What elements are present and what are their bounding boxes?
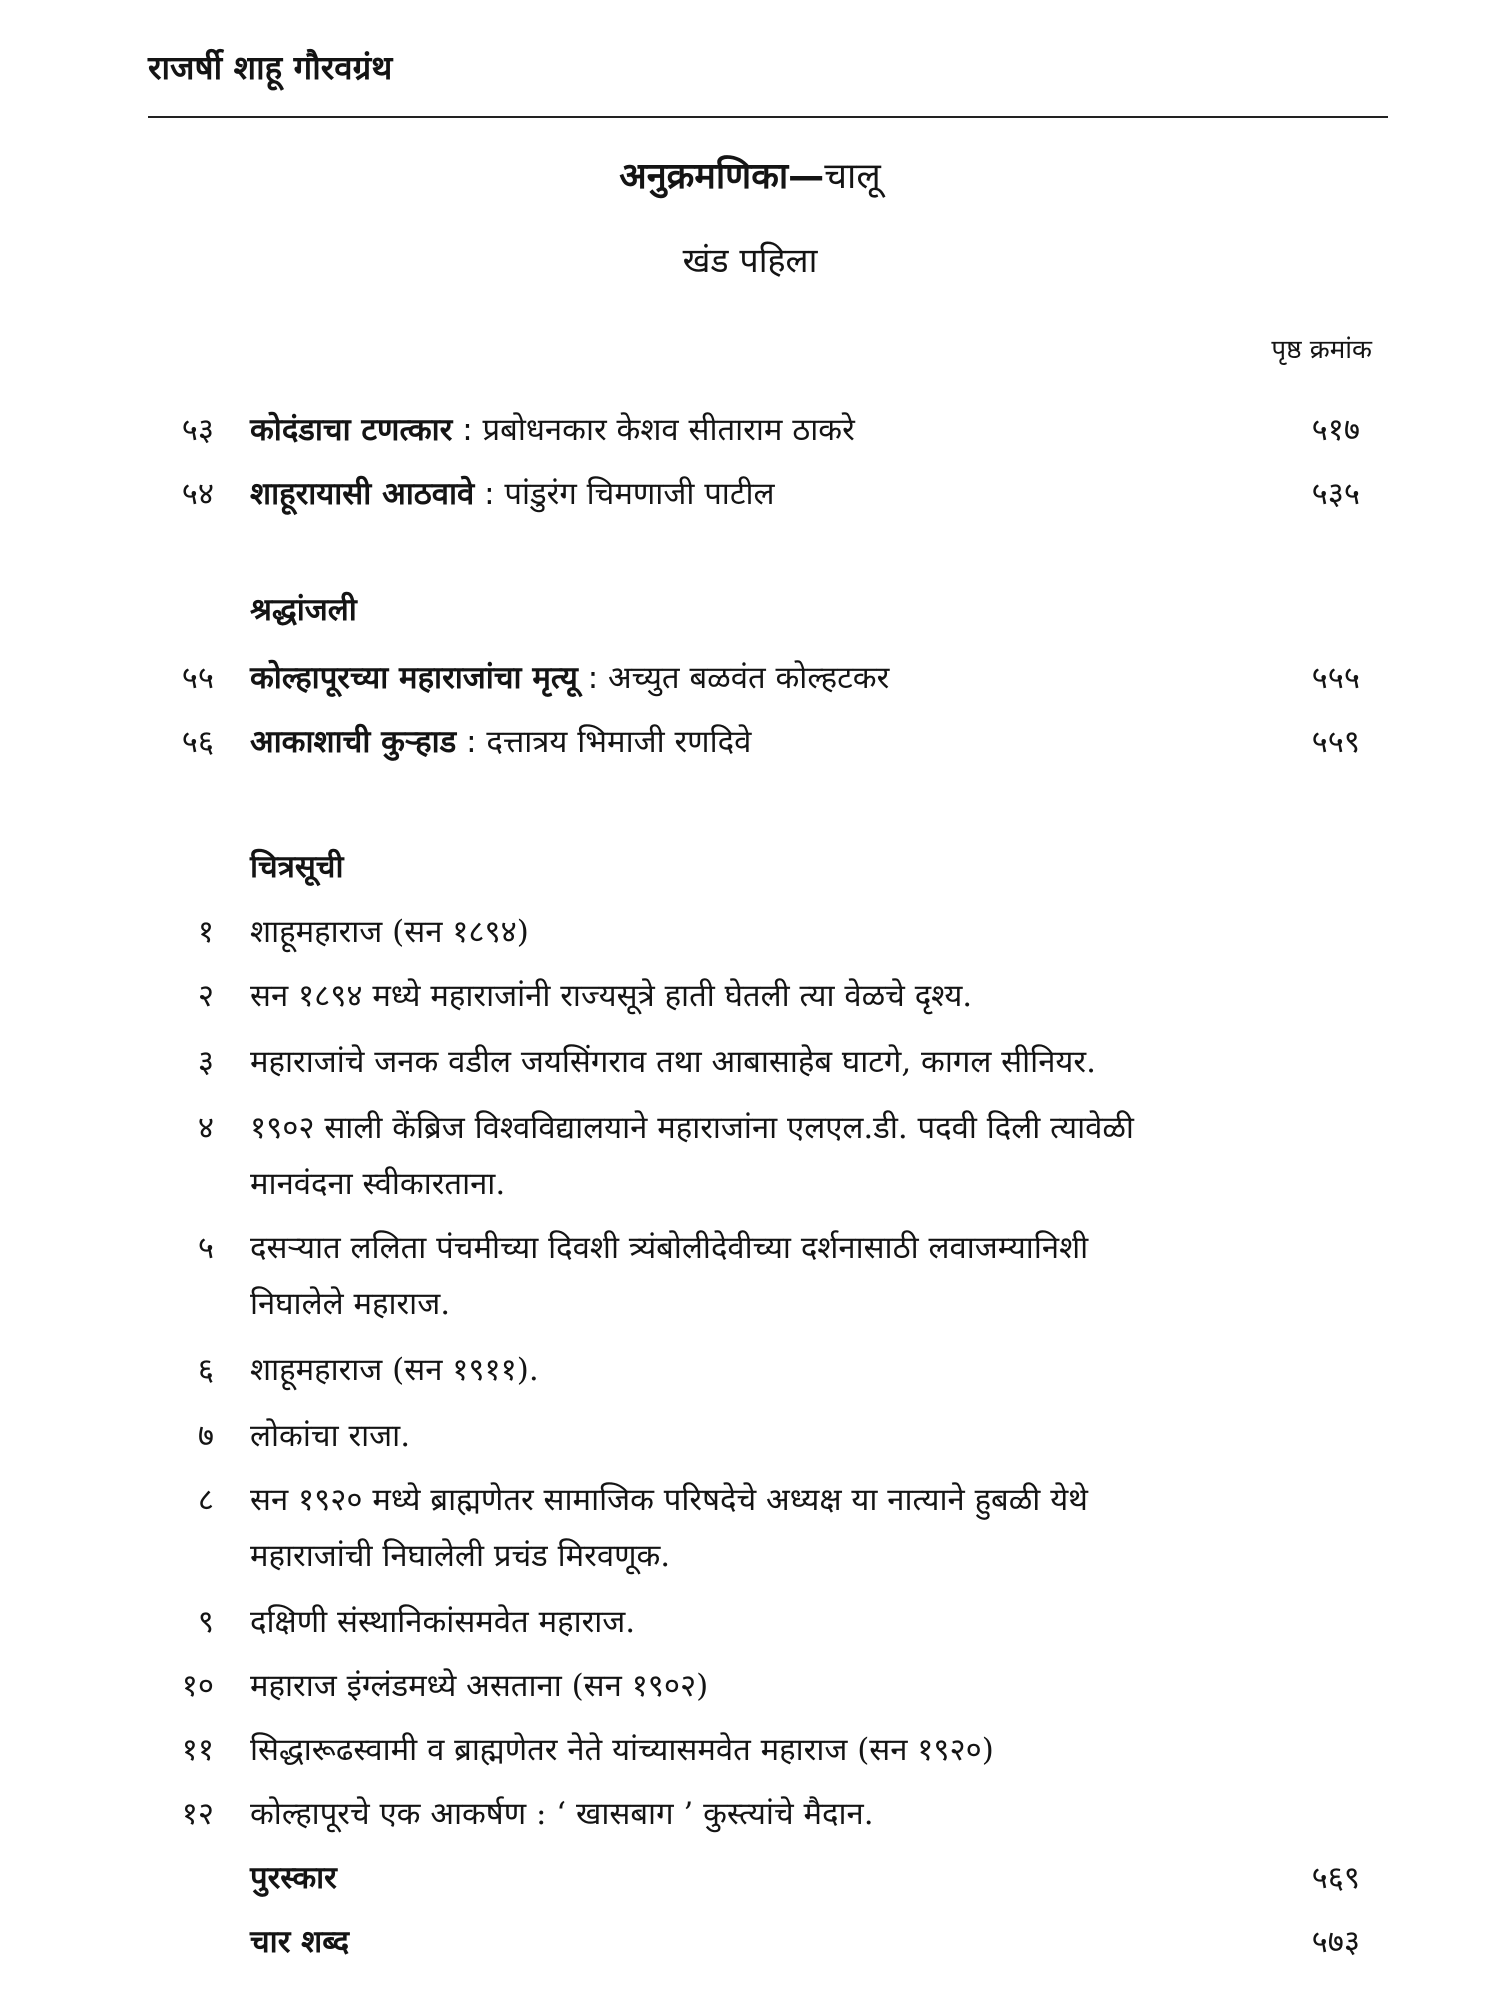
- entry-text: [250, 472, 775, 514]
- entry-text: [250, 1856, 337, 1898]
- figure-entry: [0, 1664, 1500, 1708]
- figure-caption: महाराजांचे जनक वडील जयसिंगराव तथा आबासाहेब घाटगे, कागल सीनियर.: [250, 1044, 1096, 1080]
- figure-entry: [0, 1106, 1500, 1150]
- toc-entry: [0, 720, 1500, 764]
- figure-entry: [0, 910, 1500, 954]
- figure-number: ५: [197, 1230, 214, 1266]
- figure-entry: [0, 1478, 1500, 1522]
- figure-caption: शाहूमहाराज (सन १९११).: [250, 1352, 539, 1388]
- figure-number: १२: [181, 1796, 214, 1832]
- entry-title: शाहूरायासी आठवावे: [250, 476, 475, 512]
- toc-title-rest: चालू: [824, 156, 881, 197]
- entry-author: : प्रबोधनकार केशव सीताराम ठाकरे: [452, 412, 855, 448]
- entry-page: ५७३: [1311, 1924, 1360, 1960]
- entry-text: [250, 720, 751, 762]
- header-rule: [148, 116, 1388, 118]
- toc-entry: [0, 472, 1500, 516]
- entry-number: ५६: [181, 724, 214, 760]
- figure-number: १: [197, 914, 214, 950]
- toc-entry: [0, 408, 1500, 452]
- figure-number: २: [197, 978, 214, 1014]
- entry-author: : पांडुरंग चिमणाजी पाटील: [474, 476, 775, 512]
- entry-text: [250, 656, 889, 698]
- entry-title: आकाशाची कुऱ्हाड: [250, 724, 457, 760]
- figure-number: ३: [197, 1044, 214, 1080]
- toc-entry: [0, 656, 1500, 700]
- entry-number: ५३: [181, 412, 214, 448]
- entry-author: : दत्तात्रय भिमाजी रणदिवे: [456, 724, 752, 760]
- entry-page: ५५५: [1311, 660, 1360, 696]
- figure-caption: दसऱ्यात ललिता पंचमीच्या दिवशी त्र्यंबोलीदेवीच्या दर्शनासाठी लवाजम्यानिशी: [250, 1230, 1089, 1266]
- figure-number: ६: [197, 1352, 214, 1388]
- entry-title: कोदंडाचा टणत्कार: [250, 412, 453, 448]
- figure-caption-continued: मानवंदना स्वीकारताना.: [250, 1166, 506, 1202]
- entry-page: ५१७: [1311, 412, 1360, 448]
- figure-caption-continued: महाराजांची निघालेली प्रचंड मिरवणूक.: [250, 1538, 671, 1574]
- entry-text: [250, 408, 855, 450]
- figure-caption: सिद्धारूढस्वामी व ब्राह्मणेतर नेते यांच्यासमवेत महाराज (सन १९२०): [250, 1732, 994, 1768]
- entry-number: ५५: [181, 660, 214, 696]
- figure-entry: [0, 1792, 1500, 1836]
- figure-caption: १९०२ साली केंब्रिज विश्वविद्यालयाने महाराजांना एलएल.डी. पदवी दिली त्यावेळी: [250, 1110, 1134, 1146]
- figure-caption: दक्षिणी संस्थानिकांसमवेत महाराज.: [250, 1604, 636, 1640]
- figure-caption: सन १८९४ मध्ये महाराजांनी राज्यसूत्रे हाती घेतली त्या वेळचे दृश्य.: [250, 978, 973, 1014]
- figure-caption: सन १९२० मध्ये ब्राह्मणेतर सामाजिक परिषदेचे अध्यक्ष या नात्याने हुबळी येथे: [250, 1482, 1088, 1518]
- figure-number: ११: [181, 1732, 214, 1768]
- figure-entry: [0, 1728, 1500, 1772]
- figure-number: ९: [197, 1604, 214, 1640]
- figure-entry: [0, 1226, 1500, 1270]
- toc-title: [0, 150, 1500, 199]
- figure-number: १०: [181, 1668, 214, 1704]
- figure-entry: [0, 1600, 1500, 1644]
- entry-text: [250, 1920, 349, 1962]
- figure-caption: शाहूमहाराज (सन १८९४): [250, 914, 529, 950]
- entry-number: ५४: [181, 476, 214, 512]
- entry-author: : अच्युत बळवंत कोल्हटकर: [577, 660, 890, 696]
- running-head: राजर्षी शाहू गौरवग्रंथ: [148, 48, 393, 87]
- entry-title: चार शब्द: [250, 1924, 350, 1960]
- figure-entry: [0, 1348, 1500, 1392]
- figure-entry: [0, 1414, 1500, 1458]
- entry-page: ५५९: [1311, 724, 1360, 760]
- entry-title: कोल्हापूरच्या महाराजांचा मृत्यू: [250, 660, 578, 696]
- section-heading-tribute: श्रद्धांजली: [250, 592, 357, 628]
- page-number-column-label: पृष्ठ क्रमांक: [1271, 335, 1372, 365]
- toc-entry: [0, 1856, 1500, 1900]
- figure-caption: लोकांचा राजा.: [250, 1418, 411, 1454]
- figure-caption-continued: निघालेले महाराज.: [250, 1286, 451, 1322]
- toc-title-bold: अनुक्रमणिका—: [619, 156, 825, 197]
- toc-entry: [0, 1920, 1500, 1964]
- entry-title: पुरस्कार: [250, 1860, 337, 1896]
- figure-caption: कोल्हापूरचे एक आकर्षण : ‘ खासबाग ’ कुस्त्यांचे मैदान.: [250, 1796, 874, 1832]
- volume-subtitle: खंड पहिला: [682, 241, 818, 281]
- figure-caption: महाराज इंग्लंडमध्ये असताना (सन १९०२): [250, 1668, 709, 1704]
- entry-page: ५६९: [1311, 1860, 1360, 1896]
- figure-number: ४: [197, 1110, 214, 1146]
- figure-entry: [0, 1040, 1500, 1084]
- section-heading-figures: चित्रसूची: [250, 849, 344, 885]
- figure-entry: [0, 974, 1500, 1018]
- entry-page: ५३५: [1311, 476, 1360, 512]
- figure-number: ८: [197, 1482, 214, 1518]
- figure-number: ७: [197, 1418, 214, 1454]
